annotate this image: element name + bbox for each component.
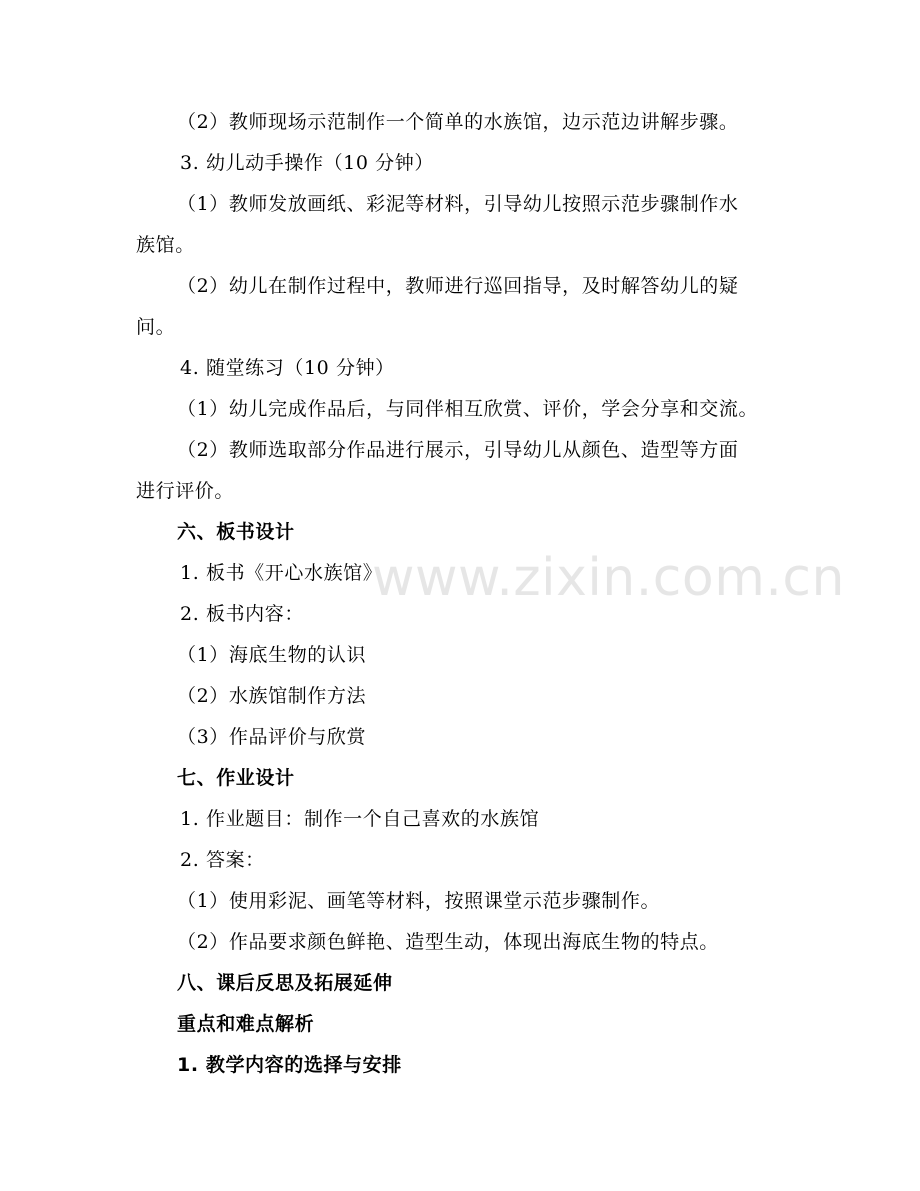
list-item: 2. 答案： [180,849,265,871]
watermark-text: www.zixin.com.cn [372,548,845,608]
subsection-heading: 1. 教学内容的选择与安排 [177,1054,402,1076]
section-heading: 八、课后反思及拓展延伸 [177,972,393,994]
paragraph-line: 进行评价。 [136,480,235,502]
paragraph-line: （2）教师选取部分作品进行展示，引导幼儿从颜色、造型等方面 [177,439,739,461]
paragraph-line: （1）幼儿完成作品后，与同伴相互欣赏、评价，学会分享和交流。 [177,398,759,420]
paragraph-line: （2）幼儿在制作过程中，教师进行巡回指导，及时解答幼儿的疑 [177,275,739,297]
paragraph-line: （2）教师现场示范制作一个简单的水族馆，边示范边讲解步骤。 [177,111,739,133]
subsection-heading: 重点和难点解析 [177,1013,315,1035]
list-item: （2）水族馆制作方法 [177,685,367,707]
list-item: 2. 板书内容： [180,603,304,625]
section-heading: 七、作业设计 [177,767,295,789]
list-item: 1. 板书《开心水族馆》 [180,562,383,584]
list-item: （1）使用彩泥、画笔等材料，按照课堂示范步骤制作。 [177,890,661,912]
paragraph-line: 族馆。 [136,234,195,256]
list-heading: 4. 随堂练习（10 分钟） [180,357,395,379]
list-item: （1）海底生物的认识 [177,644,367,666]
list-heading: 3. 幼儿动手操作（10 分钟） [180,152,434,174]
section-heading: 六、板书设计 [177,521,295,543]
list-item: 1. 作业题目：制作一个自己喜欢的水族馆 [180,808,540,830]
paragraph-line: （1）教师发放画纸、彩泥等材料，引导幼儿按照示范步骤制作水 [177,193,739,215]
paragraph-line: 问。 [136,316,176,338]
list-item: （2）作品要求颜色鲜艳、造型生动，体现出海底生物的特点。 [177,931,719,953]
list-item: （3）作品评价与欣赏 [177,726,367,748]
